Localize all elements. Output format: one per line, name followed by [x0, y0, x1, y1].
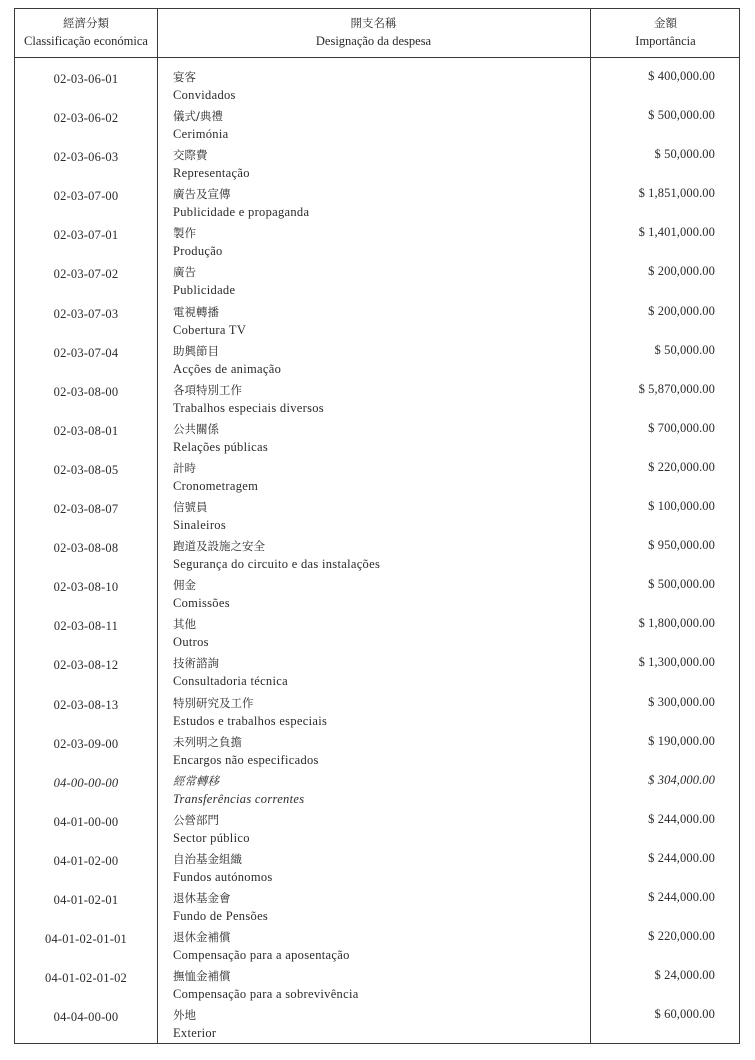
row-name-zh: 退休金補償 [173, 930, 231, 945]
row-name-pt: Comissões [173, 596, 230, 611]
row-name-pt: Sinaleiros [173, 518, 226, 533]
row-amount: $ 220,000.00 [648, 929, 715, 944]
table-row [15, 105, 739, 144]
row-code: 02-03-08-12 [53, 658, 119, 673]
header-classification-pt: Classificação económica [24, 34, 148, 48]
row-amount: $ 24,000.00 [654, 968, 715, 983]
row-amount: $ 244,000.00 [648, 850, 715, 865]
row-name-zh: 宴客 [173, 70, 196, 84]
row-name-pt: Produção [173, 244, 223, 259]
row-amount: $ 1,800,000.00 [638, 616, 715, 631]
row-amount: $ 200,000.00 [648, 264, 715, 279]
table-row [15, 574, 739, 613]
table-row [15, 613, 739, 652]
row-amount: $ 500,000.00 [648, 577, 715, 592]
row-name-zh: 技術諮詢 [173, 656, 219, 671]
row-code: 02-03-08-10 [53, 580, 119, 595]
row-code: 04-00-00-00 [53, 775, 119, 790]
row-name-zh: 信號員 [173, 500, 208, 515]
row-code: 04-04-00-00 [53, 1010, 119, 1025]
row-code: 02-03-07-03 [53, 306, 119, 321]
row-name-zh: 自治基金組織 [173, 851, 242, 866]
row-name-zh: 製作 [173, 226, 196, 241]
row-amount: $ 300,000.00 [648, 694, 715, 709]
row-name-zh: 公營部門 [173, 812, 219, 827]
row-code: 02-03-06-01 [53, 72, 119, 86]
row-amount: $ 950,000.00 [648, 538, 715, 553]
row-name-pt: Cobertura TV [173, 322, 247, 337]
row-amount: $ 190,000.00 [648, 733, 715, 748]
row-code: 04-01-00-00 [53, 814, 119, 829]
header-classification [15, 9, 157, 57]
row-name-zh: 各項特別工作 [173, 382, 242, 397]
row-name-pt: Compensação para a sobrevivência [173, 987, 359, 1002]
table-row [15, 340, 739, 379]
row-code: 02-03-07-01 [53, 228, 119, 243]
row-name-pt: Exterior [173, 1026, 217, 1041]
table-row [15, 301, 739, 340]
row-name-zh: 經常轉移 [173, 773, 219, 788]
row-amount: $ 5,870,000.00 [638, 381, 715, 396]
row-name-zh: 外地 [173, 1008, 196, 1023]
expense-table [14, 8, 740, 1044]
row-code: 02-03-08-07 [53, 502, 119, 517]
row-code: 04-01-02-01 [53, 892, 119, 907]
row-amount: $ 244,000.00 [648, 811, 715, 826]
row-amount: $ 60,000.00 [654, 1007, 715, 1022]
header-amount-zh: 金額 [654, 16, 677, 30]
row-amount: $ 1,401,000.00 [638, 225, 715, 240]
row-name-pt: Publicidade [173, 283, 236, 298]
row-name-zh: 廣告及宣傳 [173, 187, 231, 202]
row-code: 02-03-08-01 [53, 423, 119, 438]
row-amount: $ 100,000.00 [648, 499, 715, 514]
row-name-zh: 計時 [173, 460, 196, 475]
table-row [15, 848, 739, 887]
table-row [15, 379, 739, 418]
table-row [15, 222, 739, 261]
row-code: 02-03-06-02 [53, 111, 119, 126]
row-amount: $ 1,300,000.00 [638, 655, 715, 670]
row-name-pt: Acções de animação [173, 361, 282, 376]
row-name-pt: Consultadoria técnica [173, 674, 288, 689]
table-body [15, 66, 739, 1043]
row-amount: $ 50,000.00 [654, 147, 715, 162]
header-designation-zh: 開支名稱 [350, 16, 397, 30]
row-name-pt: Segurança do circuito e das instalações [173, 557, 381, 572]
table-row [15, 965, 739, 1004]
table-row [15, 809, 739, 848]
table-row [15, 770, 739, 809]
row-code: 02-03-07-02 [53, 267, 119, 282]
row-amount: $ 200,000.00 [648, 303, 715, 318]
row-name-zh: 佣金 [173, 578, 196, 593]
table-row [15, 144, 739, 183]
table-row [15, 261, 739, 300]
row-name-zh: 助興節目 [173, 343, 219, 358]
table-row [15, 183, 739, 222]
row-amount: $ 1,851,000.00 [638, 186, 715, 201]
row-name-pt: Sector público [173, 830, 250, 845]
row-name-pt: Outros [173, 635, 209, 650]
table-row [15, 926, 739, 965]
row-name-zh: 跑道及設施之安全 [173, 539, 265, 554]
row-name-pt: Relações públicas [173, 439, 268, 454]
row-code: 04-01-02-01-02 [45, 971, 127, 986]
row-name-zh: 撫恤金補償 [173, 969, 231, 984]
table-row [15, 457, 739, 496]
row-code: 04-01-02-00 [53, 853, 119, 868]
row-amount: $ 50,000.00 [654, 342, 715, 357]
table-row [15, 535, 739, 574]
row-name-zh: 特別研究及工作 [173, 695, 254, 710]
row-name-pt: Transferências correntes [173, 791, 305, 806]
row-name-pt: Convidados [173, 88, 236, 102]
row-code: 04-01-02-01-01 [45, 932, 127, 947]
row-code: 02-03-06-03 [53, 150, 119, 165]
row-amount: $ 220,000.00 [648, 459, 715, 474]
row-code: 02-03-08-05 [53, 462, 119, 477]
table-header [15, 9, 739, 58]
row-name-pt: Cronometragem [173, 478, 259, 493]
row-code: 02-03-08-08 [53, 541, 119, 556]
table-row [15, 692, 739, 731]
table-row [15, 66, 739, 105]
row-name-zh: 其他 [173, 617, 196, 632]
header-amount [590, 9, 741, 57]
header-classification-zh: 經濟分類 [63, 16, 109, 30]
row-amount: $ 400,000.00 [648, 69, 715, 83]
row-code: 02-03-09-00 [53, 736, 119, 751]
row-amount: $ 304,000.00 [648, 772, 715, 787]
row-name-pt: Compensação para a aposentação [173, 948, 350, 963]
row-code: 02-03-08-11 [53, 619, 119, 634]
header-designation [157, 9, 590, 57]
row-amount: $ 700,000.00 [648, 420, 715, 435]
table-row [15, 652, 739, 691]
row-code: 02-03-07-04 [53, 345, 119, 360]
table-row [15, 887, 739, 926]
row-code: 02-03-08-00 [53, 384, 119, 399]
row-name-zh: 交際費 [173, 148, 208, 163]
row-name-pt: Cerimónia [173, 127, 229, 142]
row-name-pt: Encargos não especificados [173, 752, 319, 767]
row-name-pt: Fundo de Pensões [173, 908, 269, 923]
row-name-zh: 未列明之負擔 [173, 734, 242, 749]
table-row [15, 418, 739, 457]
row-name-pt: Representação [173, 166, 250, 181]
row-code: 02-03-07-00 [53, 189, 119, 204]
row-name-pt: Publicidade e propaganda [173, 205, 310, 220]
row-amount: $ 500,000.00 [648, 108, 715, 123]
row-name-zh: 儀式/典禮 [173, 109, 223, 124]
header-amount-pt: Importância [635, 34, 696, 48]
row-name-zh: 退休基金會 [173, 890, 231, 905]
table-row [15, 731, 739, 770]
row-name-zh: 電視轉播 [173, 304, 219, 319]
row-name-pt: Fundos autónomos [173, 869, 273, 884]
row-amount: $ 244,000.00 [648, 889, 715, 904]
row-name-pt: Estudos e trabalhos especiais [173, 713, 328, 728]
row-name-pt: Trabalhos especiais diversos [173, 400, 324, 415]
row-code: 02-03-08-13 [53, 697, 119, 712]
row-name-zh: 廣告 [173, 265, 196, 280]
table-row [15, 1004, 739, 1043]
row-name-zh: 公共關係 [173, 421, 219, 436]
table-row [15, 496, 739, 535]
header-designation-pt: Designação da despesa [315, 34, 432, 48]
